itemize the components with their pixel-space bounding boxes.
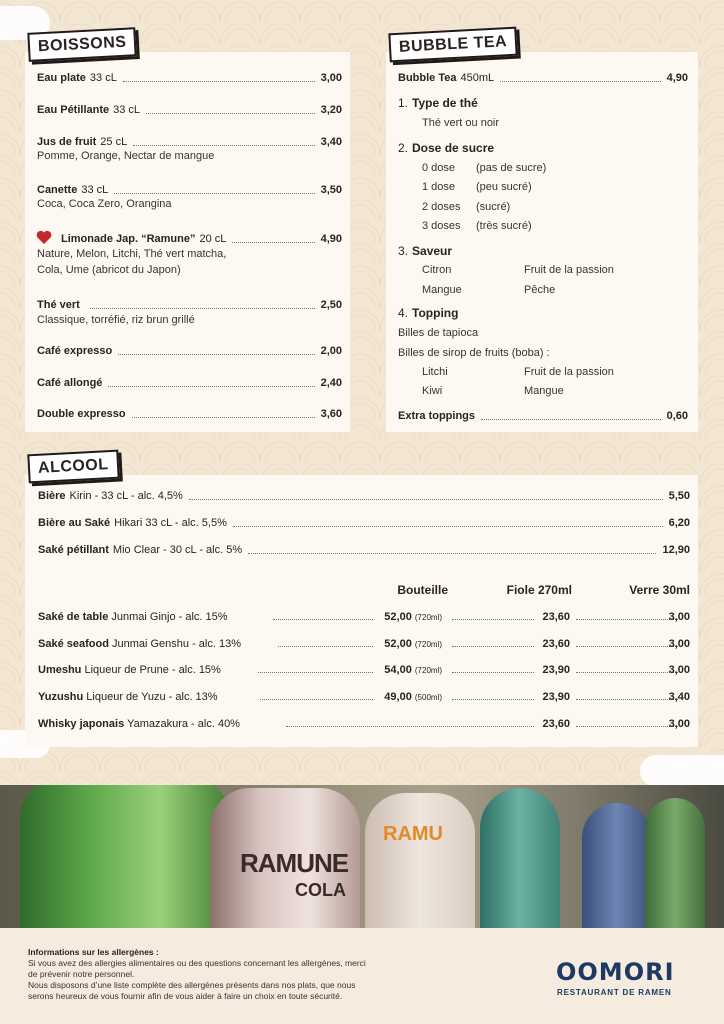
column-header-fiole: Fiole 270ml <box>506 583 572 597</box>
option-text: Citron <box>422 264 452 276</box>
menu-item: Jus de fruit 25 cL 3,40 <box>37 136 342 148</box>
bottle-green-right <box>645 798 705 928</box>
option-text: Litchi <box>422 366 448 378</box>
menu-item: Thé vert 2,50 <box>37 299 342 311</box>
option-text: 2 doses <box>422 201 461 213</box>
bottle-blue <box>582 803 652 928</box>
menu-item: Café expresso 2,00 <box>37 345 342 357</box>
bottle-ramune-orange <box>365 793 475 928</box>
boissons-title: BOISSONS <box>27 27 137 62</box>
bottle-green <box>20 785 230 928</box>
cloud-decoration <box>640 755 724 787</box>
heart-icon <box>36 230 52 245</box>
option-text: Mangue <box>524 385 564 397</box>
menu-item: Café allongé 2,40 <box>37 377 342 389</box>
menu-item: Canette 33 cL 3,50 <box>37 184 342 196</box>
menu-item: Limonade Jap. “Ramune” 20 cL 4,90 <box>61 233 342 245</box>
option-text: (peu sucré) <box>476 181 532 193</box>
step-heading: 1. Type de thé <box>398 96 478 110</box>
item-description: Coca, Coca Zero, Orangina <box>37 198 172 210</box>
menu-item: Bière au Saké Hikari 33 cL - alc. 5,5% 6,20 <box>38 517 690 529</box>
step-heading: 3. Saveur <box>398 244 453 258</box>
menu-item: Bière Kirin - 33 cL - alc. 4,5% 5,50 <box>38 490 690 502</box>
option-text: Thé vert ou noir <box>422 117 500 129</box>
option-text: 3 doses <box>422 220 461 232</box>
step-heading: 4. Topping <box>398 306 459 320</box>
bottle-label-ramune: RAMUNE <box>240 848 349 878</box>
item-description: Classique, torréfié, riz brun grillé <box>37 314 195 326</box>
drinks-photo <box>0 785 724 928</box>
option-text: (pas de sucre) <box>476 162 547 174</box>
option-text: Fruit de la passion <box>524 264 614 276</box>
brand-tagline: RESTAURANT DE RAMEN <box>557 988 672 997</box>
bubble-tea-title: BUBBLE TEA <box>388 27 517 63</box>
alcool-title: ALCOOL <box>27 450 119 484</box>
item-description: Nature, Melon, Litchi, Thé vert matcha, <box>37 248 227 260</box>
bottle-label-rami: RAMU <box>383 823 443 845</box>
menu-item: Eau Pétillante 33 cL 3,20 <box>37 104 342 116</box>
option-text: (sucré) <box>476 201 511 213</box>
allergen-title: Informations sur les allergènes : <box>28 947 159 957</box>
column-header-bouteille: Bouteille <box>397 583 448 597</box>
menu-item: Saké pétillant Mio Clear - 30 cL - alc. 5% 12,90 <box>38 544 690 556</box>
table-row: Saké de table Junmai Ginjo - alc. 15% 52,00 (720ml) 23,60 3,00 <box>38 611 690 623</box>
menu-item: Extra toppings 0,60 <box>398 410 688 422</box>
bottle-label-cola: COLA <box>295 880 346 900</box>
table-row: Whisky japonais Yamazakura - alc. 40% 23,60 3,00 <box>38 718 690 730</box>
option-text: Mangue <box>422 284 462 296</box>
step-heading: 2. Dose de sucre <box>398 141 495 155</box>
table-row: Yuzushu Liqueur de Yuzu - alc. 13% 49,00 (500ml) 23,90 3,40 <box>38 691 690 703</box>
bottle-ramune-cola <box>210 788 360 928</box>
option-text: 0 dose <box>422 162 456 174</box>
option-text: Pêche <box>524 284 556 296</box>
option-text: Billes de sirop de fruits (boba) : <box>398 347 550 359</box>
table-row: Umeshu Liqueur de Prune - alc. 15% 54,00 (720ml) 23,90 3,00 <box>38 664 690 676</box>
option-text: (très sucré) <box>476 220 532 232</box>
menu-item: Bubble Tea 450mL 4,90 <box>398 72 688 84</box>
item-description: Pomme, Orange, Nectar de mangue <box>37 150 215 162</box>
column-header-verre: Verre 30ml <box>629 583 690 597</box>
option-text: Fruit de la passion <box>524 366 614 378</box>
item-description: Cola, Ume (abricot du Japon) <box>37 264 181 276</box>
option-text: Kiwi <box>422 385 443 397</box>
table-row: Saké seafood Junmai Genshu - alc. 13% 52,00 (720ml) 23,60 3,00 <box>38 638 690 650</box>
option-text: Billes de tapioca <box>398 327 479 339</box>
brand-logo: OOMORI <box>556 958 675 986</box>
allergen-text: Si vous avez des allergies alimentaires ou des questions concernant les allergènes, merci de prévenir notre personnel. Nous disposons d’une liste complète des allergènes présents dans nos plats, que nous serons heureux de vous fournir afin de vous aider à faire un choix en toute sécurité. <box>28 958 366 1001</box>
option-text: 1 dose <box>422 181 456 193</box>
menu-item: Double expresso 3,60 <box>37 408 342 420</box>
bottle-teal <box>480 788 560 928</box>
menu-item: Eau plate 33 cL 3,00 <box>37 72 342 84</box>
